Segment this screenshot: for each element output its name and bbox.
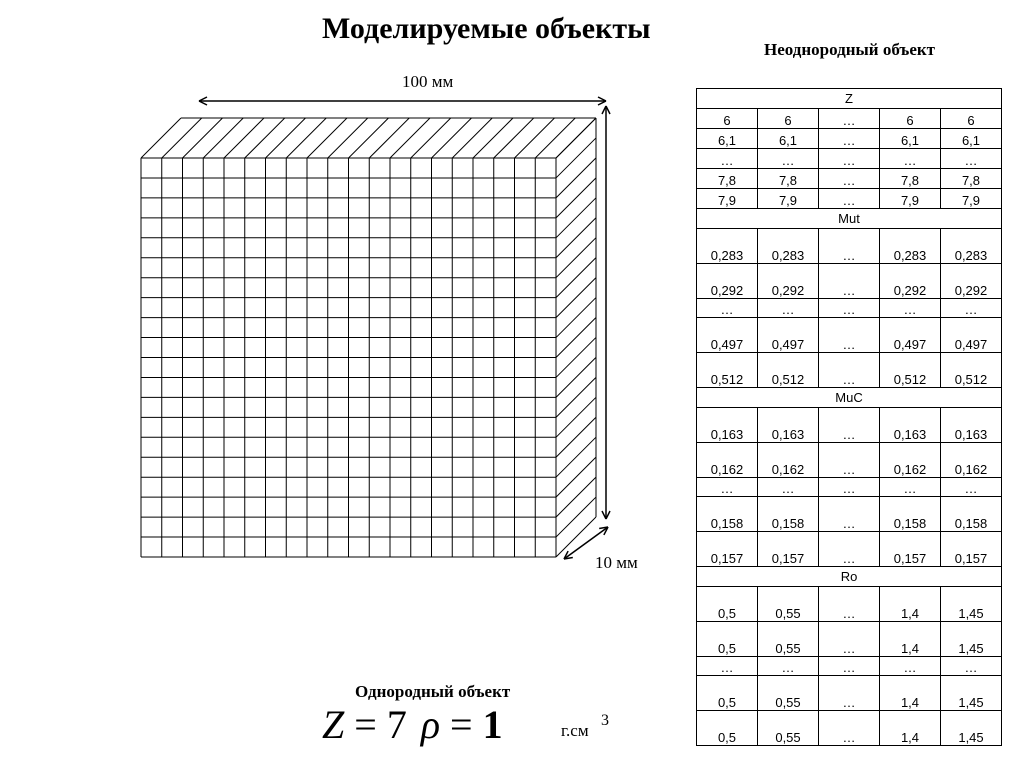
side-face-hatch	[556, 457, 596, 497]
table-cell: 6	[880, 109, 941, 129]
table-row	[697, 353, 1002, 388]
table-cell: 0,162	[880, 443, 941, 478]
formula-rho-value: 1	[482, 702, 503, 747]
table-cell: 7,9	[697, 189, 758, 209]
top-face-hatch	[203, 118, 243, 158]
top-face-hatch	[224, 118, 264, 158]
table-cell: 0,283	[880, 229, 941, 264]
table-cell: …	[697, 149, 758, 169]
side-face-hatch	[556, 437, 596, 477]
table-cell: 0,512	[880, 353, 941, 388]
table-cell: 0,55	[758, 622, 819, 657]
table-cell: …	[941, 657, 1002, 676]
side-face-hatch	[556, 377, 596, 417]
table-cell: 0,497	[697, 318, 758, 353]
side-face-hatch	[556, 298, 596, 338]
page-title: Моделируемые объекты	[322, 12, 651, 45]
table-cell: …	[758, 478, 819, 497]
top-face-hatch	[307, 118, 347, 158]
table-cell: …	[819, 264, 880, 299]
width-dimension-label: 100 мм	[402, 72, 454, 91]
table-cell: 0,497	[880, 318, 941, 353]
table-cell: …	[697, 478, 758, 497]
top-face-hatch	[369, 118, 409, 158]
top-face-hatch	[183, 118, 223, 158]
side-face-hatch	[556, 417, 596, 457]
table-cell: 0,163	[758, 408, 819, 443]
table-cell: 0,497	[758, 318, 819, 353]
table-cell: …	[880, 478, 941, 497]
table-row	[697, 129, 1002, 149]
table-cell: 0,283	[758, 229, 819, 264]
side-face-hatch	[556, 218, 596, 258]
table-cell: …	[697, 299, 758, 318]
table-cell: 0,292	[941, 264, 1002, 299]
table-cell: 0,283	[697, 229, 758, 264]
side-face-hatch	[556, 477, 596, 517]
table-cell: 0,512	[941, 353, 1002, 388]
table-cell: 0,162	[758, 443, 819, 478]
table-row	[697, 318, 1002, 353]
table-row	[697, 299, 1002, 318]
table-cell: 0,162	[697, 443, 758, 478]
table-cell: 0,55	[758, 711, 819, 746]
table-section-header: Ro	[697, 567, 1002, 587]
table-cell: …	[819, 657, 880, 676]
table-cell: 6,1	[758, 129, 819, 149]
table-cell: …	[697, 657, 758, 676]
table-cell: 6	[697, 109, 758, 129]
table-cell: …	[880, 149, 941, 169]
top-face-hatch	[328, 118, 368, 158]
table-cell: 1,45	[941, 711, 1002, 746]
table-cell: 0,157	[941, 532, 1002, 567]
table-cell: …	[819, 353, 880, 388]
table-cell: 7,8	[941, 169, 1002, 189]
table-cell: 7,9	[758, 189, 819, 209]
table-cell: …	[941, 299, 1002, 318]
table-cell: …	[758, 657, 819, 676]
table-section-header: Mut	[697, 209, 1002, 229]
table-row	[697, 622, 1002, 657]
top-face-hatch	[473, 118, 513, 158]
table-cell: 7,8	[697, 169, 758, 189]
table-cell: …	[880, 299, 941, 318]
table-row	[697, 169, 1002, 189]
table-cell: …	[819, 109, 880, 129]
side-face-hatch	[556, 397, 596, 437]
formula-equals-2: =	[440, 702, 483, 747]
table-row	[697, 657, 1002, 676]
side-face-hatch	[556, 318, 596, 358]
table-cell: 0,55	[758, 676, 819, 711]
side-face-hatch	[556, 278, 596, 318]
table-cell: 0,157	[758, 532, 819, 567]
top-face-hatch	[266, 118, 306, 158]
formula-z-value: 7	[386, 702, 407, 747]
table-section-header-row	[697, 89, 1002, 109]
table-cell: 1,4	[880, 676, 941, 711]
table-cell: 1,45	[941, 622, 1002, 657]
table-cell: 0,157	[697, 532, 758, 567]
table-cell: 0,55	[758, 587, 819, 622]
table-cell: …	[819, 711, 880, 746]
table-row	[697, 587, 1002, 622]
table-cell: …	[758, 299, 819, 318]
inhomogeneous-object-label: Неоднородный объект	[764, 40, 936, 59]
table-cell: …	[819, 497, 880, 532]
table-cell: …	[819, 676, 880, 711]
table-cell: 6,1	[941, 129, 1002, 149]
table-cell: 0,157	[880, 532, 941, 567]
side-face-hatch	[556, 258, 596, 298]
table-cell: 6	[758, 109, 819, 129]
table-cell: 0,512	[697, 353, 758, 388]
table-cell: 7,9	[941, 189, 1002, 209]
cube-front-grid	[141, 158, 556, 557]
formula-z-var: Z	[322, 702, 345, 747]
side-face-hatch	[556, 178, 596, 218]
density-unit: г.см	[561, 721, 589, 740]
table-row	[697, 497, 1002, 532]
table-section-header-row	[697, 209, 1002, 229]
cube-top-face	[141, 118, 596, 158]
table-cell: 0,5	[697, 587, 758, 622]
table-cell: …	[819, 189, 880, 209]
side-face-hatch	[556, 497, 596, 537]
side-face-hatch	[556, 337, 596, 377]
top-face-hatch	[286, 118, 326, 158]
table-cell: 0,512	[758, 353, 819, 388]
table-row	[697, 408, 1002, 443]
side-face-hatch	[556, 198, 596, 238]
table-cell: …	[819, 443, 880, 478]
table-cell: 1,4	[880, 622, 941, 657]
side-face-hatch	[556, 138, 596, 178]
top-face-hatch	[349, 118, 389, 158]
table-section-header-row	[697, 388, 1002, 408]
side-face-hatch	[556, 118, 596, 158]
table-row	[697, 189, 1002, 209]
table-cell: 0,158	[941, 497, 1002, 532]
table-row	[697, 443, 1002, 478]
table-cell: 1,45	[941, 587, 1002, 622]
cube-side-face	[556, 118, 596, 557]
table-cell: …	[819, 318, 880, 353]
top-face-hatch	[494, 118, 534, 158]
table-cell: 0,158	[697, 497, 758, 532]
table-cell: 7,9	[880, 189, 941, 209]
table-cell: …	[941, 478, 1002, 497]
table-cell: 7,8	[880, 169, 941, 189]
homogeneous-object-label: Однородный объект	[355, 682, 511, 701]
table-cell: …	[819, 532, 880, 567]
table-cell: 6,1	[880, 129, 941, 149]
table-section-header: MuC	[697, 388, 1002, 408]
table-cell: 0,292	[758, 264, 819, 299]
formula-equals-1: =	[344, 702, 387, 747]
table-cell: 0,5	[697, 676, 758, 711]
table-cell: 0,283	[941, 229, 1002, 264]
table-cell: 1,45	[941, 676, 1002, 711]
table-cell: …	[819, 169, 880, 189]
table-cell: 0,158	[880, 497, 941, 532]
top-face-hatch	[535, 118, 575, 158]
table-cell: 1,4	[880, 587, 941, 622]
table-cell: 0,497	[941, 318, 1002, 353]
table-cell: 0,158	[758, 497, 819, 532]
table-section-header: Z	[697, 89, 1002, 109]
table-cell: 0,162	[941, 443, 1002, 478]
table-cell: 0,163	[697, 408, 758, 443]
homogeneous-formula	[322, 702, 503, 747]
table-cell: …	[819, 587, 880, 622]
top-face-hatch	[141, 118, 181, 158]
density-unit-exponent: 3	[601, 712, 609, 729]
table-cell: 0,163	[941, 408, 1002, 443]
side-face-hatch	[556, 238, 596, 278]
top-face-hatch	[411, 118, 451, 158]
table-cell: …	[819, 408, 880, 443]
table-row	[697, 109, 1002, 129]
depth-dimension-label: 10 мм	[595, 553, 638, 572]
table-row	[697, 149, 1002, 169]
table-cell: …	[880, 657, 941, 676]
table-cell: 1,4	[880, 711, 941, 746]
table-cell: 0,5	[697, 622, 758, 657]
table-row	[697, 478, 1002, 497]
top-face-hatch	[452, 118, 492, 158]
table-cell: …	[819, 299, 880, 318]
side-face-hatch	[556, 158, 596, 198]
table-cell: …	[758, 149, 819, 169]
top-face-hatch	[390, 118, 430, 158]
table-row	[697, 676, 1002, 711]
table-cell: 0,292	[697, 264, 758, 299]
table-cell: 0,163	[880, 408, 941, 443]
table-row	[697, 711, 1002, 746]
table-cell: …	[819, 229, 880, 264]
top-face-hatch	[515, 118, 555, 158]
inhomogeneous-data-table	[696, 88, 1002, 746]
table-row	[697, 264, 1002, 299]
table-cell: …	[819, 129, 880, 149]
table-section-header-row	[697, 567, 1002, 587]
side-face-hatch	[556, 357, 596, 397]
table-cell: 0,292	[880, 264, 941, 299]
table-cell: 7,8	[758, 169, 819, 189]
table-row	[697, 532, 1002, 567]
table-cell: …	[819, 478, 880, 497]
top-face-hatch	[245, 118, 285, 158]
table-row	[697, 229, 1002, 264]
table-cell: 0,5	[697, 711, 758, 746]
formula-rho-symbol: ρ	[420, 702, 441, 747]
table-cell: …	[941, 149, 1002, 169]
top-face-hatch	[162, 118, 202, 158]
table-cell: …	[819, 149, 880, 169]
table-cell: 6,1	[697, 129, 758, 149]
dimension-arrows	[199, 97, 610, 559]
table-cell: 6	[941, 109, 1002, 129]
top-face-hatch	[432, 118, 472, 158]
table-cell: …	[819, 622, 880, 657]
